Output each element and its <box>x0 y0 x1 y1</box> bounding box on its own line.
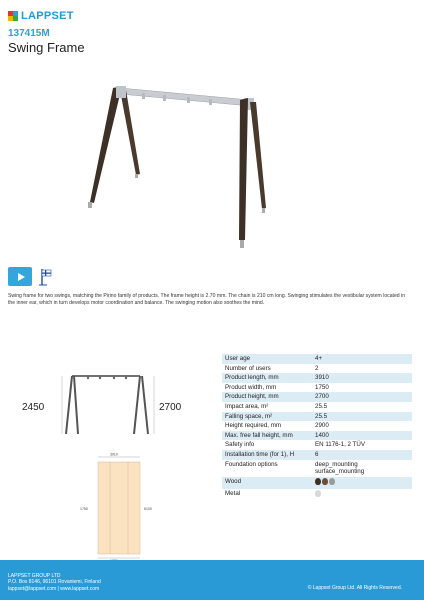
spec-value: 25.5 <box>312 412 412 422</box>
spec-row <box>222 431 412 441</box>
color-swatches <box>315 478 335 486</box>
footer-copyright: © Lappset Group Ltd. All Rights Reserved. <box>307 585 402 591</box>
spec-label: Safety info <box>225 441 255 449</box>
color-swatch-icon <box>315 478 321 485</box>
footer-address: P.O. Box 8146, 96101 Rovaniemi, Finland <box>8 579 101 586</box>
spec-label: Foundation options <box>225 460 278 468</box>
color-swatch-icon <box>315 490 321 497</box>
spec-row <box>222 450 412 460</box>
spec-row <box>222 402 412 412</box>
spec-value: EN 1176-1, 2 TÜV <box>315 441 365 449</box>
color-swatch-icon <box>329 478 335 485</box>
spec-value: 25.5 <box>315 402 328 410</box>
product-description: Swing frame for two swings, matching the Pirino family of products. The frame height is 2.70 mm. The chain is 210 cm long. Swinging stimulates the vestibular system located in the inner ear, which in turn develops motor coordination and balance. The swinging motion also soothes the mind. <box>8 293 406 307</box>
spec-row <box>222 354 412 364</box>
footer-company-name: LAPPSET GROUP LTD <box>8 573 61 579</box>
spec-value: 3910 <box>312 373 412 383</box>
elevation-width-label: 2450 <box>22 402 45 413</box>
spec-value <box>312 489 412 501</box>
spec-label: Max. free fall height, mm <box>222 431 312 441</box>
lappset-logo-mark-icon <box>8 11 18 21</box>
footer-contact[interactable]: lappset@lappset.com | www.lappset.com <box>8 585 100 592</box>
spec-label: Wood <box>222 477 312 489</box>
spec-row <box>222 373 412 383</box>
spec-row <box>222 460 412 477</box>
lappset-logo <box>8 10 74 22</box>
elevation-drawing <box>22 368 192 438</box>
spec-label: Falling space, m² <box>222 412 312 422</box>
spec-label: Product length, mm <box>222 373 312 383</box>
spec-label: Number of users <box>225 364 271 372</box>
product-code: 137415M <box>8 28 50 39</box>
spec-label: Metal <box>225 489 241 497</box>
spec-row <box>222 364 412 374</box>
elevation-height-label: 2700 <box>159 402 182 413</box>
spec-row <box>222 489 412 501</box>
finnish-flag-icon <box>38 268 52 286</box>
spec-value: 6 <box>312 450 412 460</box>
color-swatches <box>315 490 321 498</box>
footer <box>0 560 424 600</box>
spec-row <box>222 412 412 422</box>
plan-drawing <box>70 452 160 562</box>
product-name: Swing Frame <box>8 40 85 55</box>
spec-value: deep_mounting surface_mounting <box>315 460 365 476</box>
brand-name: LAPPSET <box>21 10 74 22</box>
spec-row <box>222 440 412 450</box>
footer-company-info <box>8 573 101 592</box>
spec-label: Installation time (for 1), H <box>222 450 312 460</box>
spec-row <box>222 421 412 431</box>
spec-label: Product height, mm <box>222 392 312 402</box>
spec-row <box>222 477 412 489</box>
spec-label: Product width, mm <box>225 383 277 391</box>
spec-value: 4+ <box>312 354 412 364</box>
product-illustration <box>80 78 280 258</box>
spec-value <box>312 477 412 489</box>
spec-row <box>222 392 412 402</box>
color-swatch-icon <box>322 478 328 485</box>
spec-value: 1750 <box>315 383 329 391</box>
spec-label: User age <box>222 354 312 364</box>
plan-right-label: 6100 <box>144 507 152 511</box>
spec-row <box>222 383 412 393</box>
play-icon <box>18 273 25 281</box>
spec-label: Height required, mm <box>225 422 282 430</box>
spec-label: Impact area, m² <box>225 402 269 410</box>
spec-value: 1400 <box>312 431 412 441</box>
plan-left-label: 1750 <box>80 507 88 511</box>
play-video-button[interactable] <box>8 267 32 286</box>
spec-value: 2 <box>315 364 319 372</box>
spec-value: 2700 <box>312 392 412 402</box>
plan-top-label: 3910 <box>110 452 118 457</box>
specifications-table <box>222 354 412 501</box>
spec-value: 2900 <box>315 422 329 430</box>
